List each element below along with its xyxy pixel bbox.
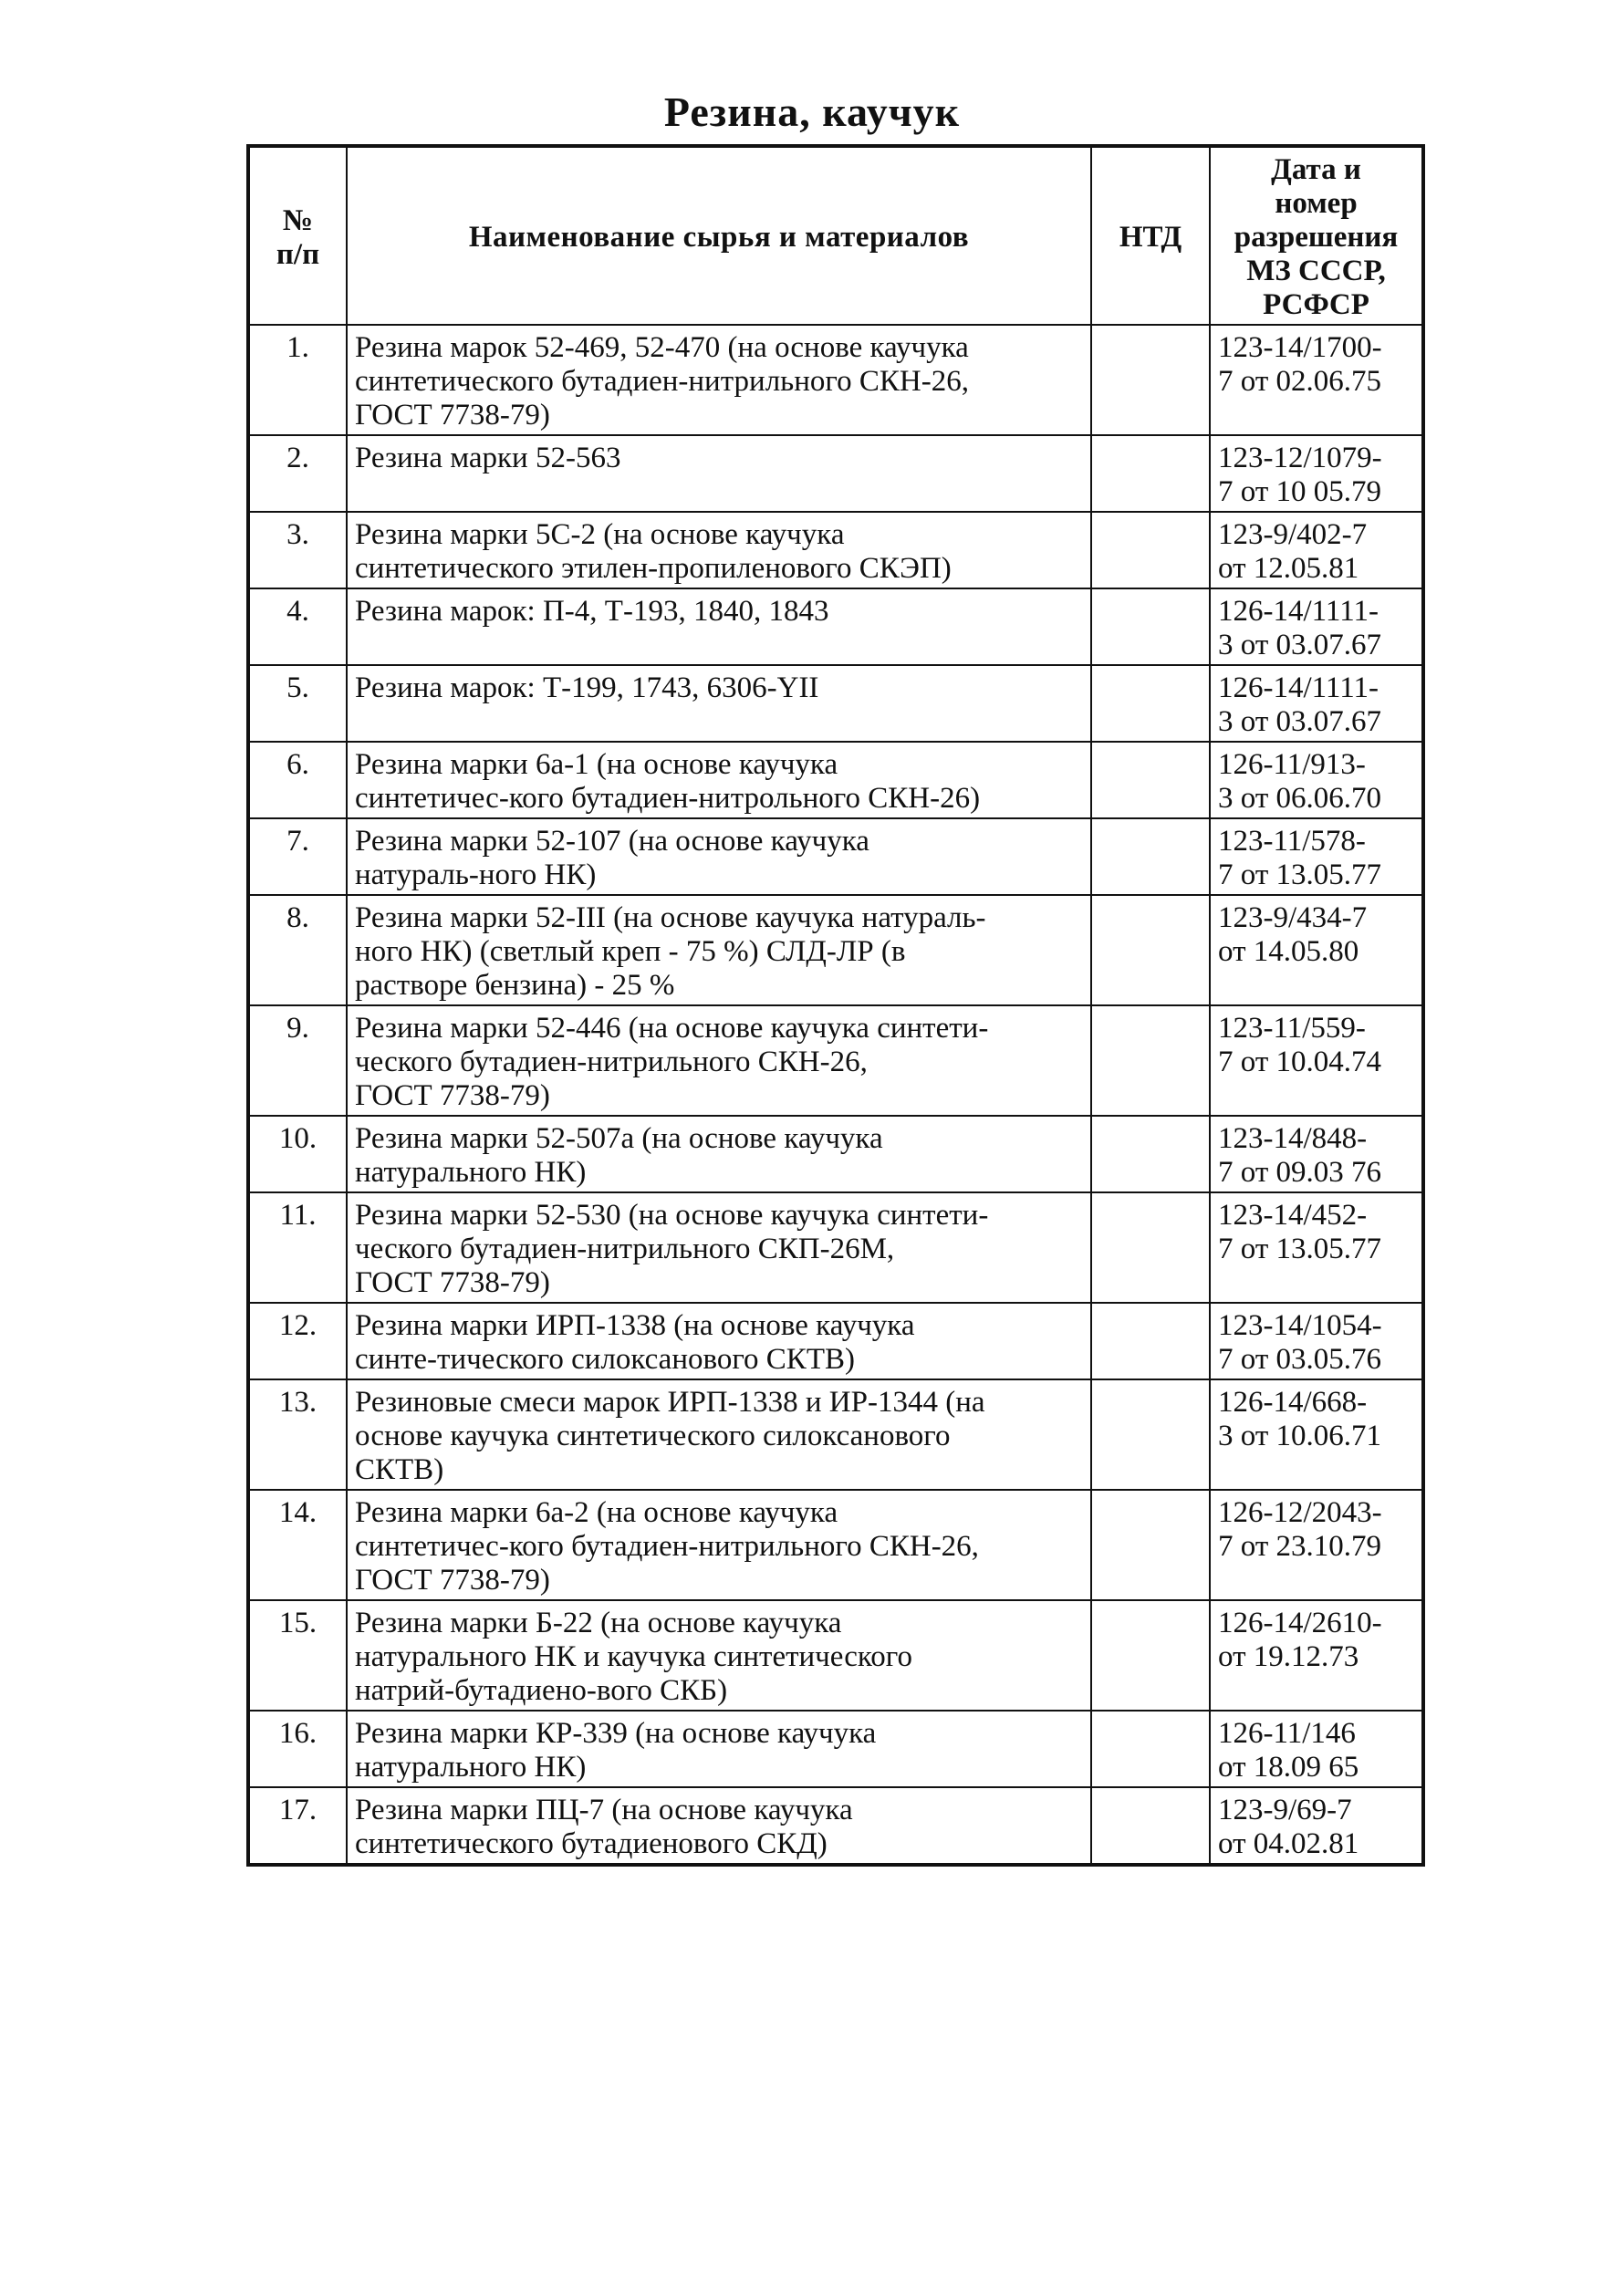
material-name-line: Резина марки 6а-2 (на основе каучука xyxy=(355,1496,838,1529)
table-row xyxy=(248,665,1423,742)
material-name-line: растворе бензина) - 25 % xyxy=(355,969,675,1002)
material-name-line: синтетического бутадиенового СКД) xyxy=(355,1827,828,1860)
permit-date-number xyxy=(1210,512,1423,588)
table-row xyxy=(248,1005,1423,1116)
row-number: 17. xyxy=(248,1787,347,1865)
ntd-cell xyxy=(1091,1005,1210,1116)
permit-date-line: 7 от 13.05.77 xyxy=(1218,1233,1381,1265)
row-number: 6. xyxy=(248,742,347,818)
ntd-cell xyxy=(1091,1303,1210,1379)
table-row xyxy=(248,435,1423,512)
permit-date-line: 7 от 02.06.75 xyxy=(1218,365,1381,398)
permit-date-line: 3 от 03.07.67 xyxy=(1218,705,1381,738)
header-date-line: номер xyxy=(1275,187,1358,220)
row-number: 15. xyxy=(248,1600,347,1711)
header-date-line: разрешения xyxy=(1234,221,1399,254)
header-date-line: МЗ СССР, xyxy=(1246,255,1386,287)
permit-date-line: 123-12/1079- xyxy=(1218,442,1382,474)
row-number: 1. xyxy=(248,325,347,435)
permit-date-line: от 19.12.73 xyxy=(1218,1640,1359,1673)
permit-date-line: 123-14/452- xyxy=(1218,1199,1368,1232)
permit-date-number xyxy=(1210,1379,1423,1490)
ntd-cell xyxy=(1091,435,1210,512)
permit-date-line: 126-14/668- xyxy=(1218,1386,1368,1419)
ntd-cell xyxy=(1091,588,1210,665)
permit-date-line: 123-14/1054- xyxy=(1218,1309,1382,1342)
permit-date-line: 123-11/559- xyxy=(1218,1012,1366,1045)
permit-date-line: 123-9/434-7 xyxy=(1218,901,1368,934)
material-name-line: Резина марки 5С-2 (на основе каучука xyxy=(355,518,845,551)
permit-date-line: от 04.02.81 xyxy=(1218,1827,1359,1860)
material-name xyxy=(347,818,1091,895)
table-row xyxy=(248,818,1423,895)
permit-date-line: 3 от 06.06.70 xyxy=(1218,782,1381,815)
header-permit-date xyxy=(1210,146,1423,325)
ntd-cell xyxy=(1091,665,1210,742)
material-name-line: Резиновые смеси марок ИРП-1338 и ИР-1344 (на xyxy=(355,1386,985,1419)
header-number-line: № xyxy=(282,203,314,237)
material-name-line: натурального НК) xyxy=(355,1156,587,1189)
material-name-line: основе каучука синтетического силоксанового xyxy=(355,1420,951,1452)
material-name-line: ГОСТ 7738-79) xyxy=(355,1079,550,1112)
permit-date-line: 126-11/913- xyxy=(1218,748,1366,781)
page-title: Резина, каучук xyxy=(663,88,961,135)
permit-date-line: 7 от 13.05.77 xyxy=(1218,858,1381,891)
material-name xyxy=(347,1116,1091,1192)
permit-date-line: 126-14/2610- xyxy=(1218,1607,1382,1639)
material-name-line: ГОСТ 7738-79) xyxy=(355,1564,550,1597)
permit-date-line: 7 от 03.05.76 xyxy=(1218,1343,1381,1376)
material-name-line: Резина марки 52-507а (на основе каучука xyxy=(355,1122,883,1155)
permit-date-line: 126-12/2043- xyxy=(1218,1496,1382,1529)
material-name xyxy=(347,1711,1091,1787)
table-row xyxy=(248,1379,1423,1490)
permit-date-number xyxy=(1210,665,1423,742)
ntd-cell xyxy=(1091,895,1210,1005)
permit-date-number xyxy=(1210,1005,1423,1116)
table-header-row xyxy=(248,146,1423,325)
row-number: 10. xyxy=(248,1116,347,1192)
material-name-line: Резина марок: П-4, Т-193, 1840, 1843 xyxy=(355,595,829,628)
row-number: 11. xyxy=(248,1192,347,1303)
permit-date-number xyxy=(1210,818,1423,895)
table-row xyxy=(248,325,1423,435)
ntd-cell xyxy=(1091,1192,1210,1303)
material-name-line: Резина марки 52-530 (на основе каучука синтети- xyxy=(355,1199,989,1232)
table-row xyxy=(248,1192,1423,1303)
table-row xyxy=(248,1116,1423,1192)
material-name-line: Резина марки Б-22 (на основе каучука xyxy=(355,1607,842,1639)
permit-date-number xyxy=(1210,1116,1423,1192)
table-body xyxy=(248,325,1423,1865)
row-number: 5. xyxy=(248,665,347,742)
ntd-cell xyxy=(1091,1379,1210,1490)
permit-date-line: 126-14/1111- xyxy=(1218,671,1379,704)
header-number xyxy=(248,146,347,325)
permit-date-line: от 12.05.81 xyxy=(1218,552,1359,585)
table-row xyxy=(248,1787,1423,1865)
table-row xyxy=(248,1490,1423,1600)
header-date-line: РСФСР xyxy=(1263,288,1369,321)
material-name xyxy=(347,588,1091,665)
material-name-line: Резина марки 52-III (на основе каучука натураль- xyxy=(355,901,986,934)
permit-date-line: 123-11/578- xyxy=(1218,825,1366,858)
permit-date-number xyxy=(1210,1303,1423,1379)
permit-date-line: 7 от 23.10.79 xyxy=(1218,1530,1381,1563)
material-name-line: Резина марки 52-563 xyxy=(355,442,621,474)
permit-date-number xyxy=(1210,435,1423,512)
header-material-name: Наименование сырья и материалов xyxy=(347,146,1091,325)
material-name-line: Резина марок 52-469, 52-470 (на основе каучука xyxy=(355,331,969,364)
permit-date-line: 126-11/146 xyxy=(1218,1717,1356,1750)
material-name xyxy=(347,1005,1091,1116)
material-name-line: СКТВ) xyxy=(355,1453,444,1486)
material-name-line: Резина марки ИРП-1338 (на основе каучука xyxy=(355,1309,915,1342)
material-name-line: натрий-бутадиено-вого СКБ) xyxy=(355,1674,728,1707)
material-name-line: ческого бутадиен-нитрильного СКП-26М, xyxy=(355,1233,895,1265)
material-name-line: синтетического бутадиен-нитрильного СКН-26, xyxy=(355,365,969,398)
ntd-cell xyxy=(1091,325,1210,435)
row-number: 4. xyxy=(248,588,347,665)
material-name-line: натураль-ного НК) xyxy=(355,858,597,891)
ntd-cell xyxy=(1091,1490,1210,1600)
material-name xyxy=(347,1192,1091,1303)
materials-table xyxy=(246,144,1425,1867)
material-name-line: натурального НК) xyxy=(355,1751,587,1784)
material-name xyxy=(347,1379,1091,1490)
material-name-line: ГОСТ 7738-79) xyxy=(355,399,550,432)
material-name-line: ГОСТ 7738-79) xyxy=(355,1266,550,1299)
permit-date-line: 123-9/69-7 xyxy=(1218,1794,1352,1826)
row-number: 16. xyxy=(248,1711,347,1787)
material-name-line: натурального НК и каучука синтетического xyxy=(355,1640,912,1673)
material-name-line: синтетичес-кого бутадиен-нитрольного СКН-26) xyxy=(355,782,981,815)
material-name xyxy=(347,665,1091,742)
material-name-line: Резина марки 52-107 (на основе каучука xyxy=(355,825,869,858)
permit-date-number xyxy=(1210,325,1423,435)
ntd-cell xyxy=(1091,1711,1210,1787)
material-name xyxy=(347,1600,1091,1711)
ntd-cell xyxy=(1091,1600,1210,1711)
row-number: 7. xyxy=(248,818,347,895)
permit-date-line: 126-14/1111- xyxy=(1218,595,1379,628)
permit-date-line: 7 от 10.04.74 xyxy=(1218,1046,1381,1078)
ntd-cell xyxy=(1091,1787,1210,1865)
permit-date-line: 3 от 03.07.67 xyxy=(1218,629,1381,661)
permit-date-number xyxy=(1210,1711,1423,1787)
table-row xyxy=(248,588,1423,665)
table-row xyxy=(248,895,1423,1005)
table-row xyxy=(248,1303,1423,1379)
material-name-line: синтетического этилен-пропиленового СКЭП) xyxy=(355,552,952,585)
table-row xyxy=(248,1711,1423,1787)
table-row xyxy=(248,512,1423,588)
permit-date-line: 123-14/848- xyxy=(1218,1122,1368,1155)
permit-date-line: 7 от 10 05.79 xyxy=(1218,475,1381,508)
permit-date-line: 123-9/402-7 xyxy=(1218,518,1368,551)
permit-date-line: от 18.09 65 xyxy=(1218,1751,1359,1784)
material-name xyxy=(347,435,1091,512)
row-number: 13. xyxy=(248,1379,347,1490)
material-name-line: ного НК) (светлый креп - 75 %) СЛД-ЛР (в xyxy=(355,935,906,968)
material-name xyxy=(347,1303,1091,1379)
material-name-line: синте-тического силоксанового СКТВ) xyxy=(355,1343,855,1376)
header-number-line: п/п xyxy=(276,237,320,271)
material-name xyxy=(347,742,1091,818)
material-name xyxy=(347,895,1091,1005)
material-name-line: Резина марки 52-446 (на основе каучука синтети- xyxy=(355,1012,989,1045)
permit-date-line: 123-14/1700- xyxy=(1218,331,1382,364)
material-name xyxy=(347,512,1091,588)
row-number: 2. xyxy=(248,435,347,512)
permit-date-number xyxy=(1210,895,1423,1005)
permit-date-number xyxy=(1210,1787,1423,1865)
row-number: 9. xyxy=(248,1005,347,1116)
material-name-line: Резина марки ПЦ-7 (на основе каучука xyxy=(355,1794,853,1826)
material-name xyxy=(347,325,1091,435)
header-date-line: Дата и xyxy=(1271,153,1361,186)
ntd-cell xyxy=(1091,742,1210,818)
permit-date-number xyxy=(1210,742,1423,818)
permit-date-line: 7 от 09.03 76 xyxy=(1218,1156,1381,1189)
ntd-cell xyxy=(1091,1116,1210,1192)
header-ntd: НТД xyxy=(1091,146,1210,325)
ntd-cell xyxy=(1091,512,1210,588)
material-name-line: Резина марки 6а-1 (на основе каучука xyxy=(355,748,838,781)
permit-date-number xyxy=(1210,1490,1423,1600)
material-name-line: Резина марок: Т-199, 1743, 6306-YII xyxy=(355,671,819,704)
row-number: 12. xyxy=(248,1303,347,1379)
permit-date-number xyxy=(1210,588,1423,665)
row-number: 3. xyxy=(248,512,347,588)
row-number: 14. xyxy=(248,1490,347,1600)
material-name xyxy=(347,1490,1091,1600)
material-name-line: ческого бутадиен-нитрильного СКН-26, xyxy=(355,1046,868,1078)
table-row xyxy=(248,1600,1423,1711)
material-name-line: синтетичес-кого бутадиен-нитрильного СКН-26, xyxy=(355,1530,979,1563)
material-name xyxy=(347,1787,1091,1865)
table-row xyxy=(248,742,1423,818)
ntd-cell xyxy=(1091,818,1210,895)
permit-date-line: 3 от 10.06.71 xyxy=(1218,1420,1381,1452)
permit-date-line: от 14.05.80 xyxy=(1218,935,1359,968)
material-name-line: Резина марки КР-339 (на основе каучука xyxy=(355,1717,877,1750)
row-number: 8. xyxy=(248,895,347,1005)
permit-date-number xyxy=(1210,1600,1423,1711)
permit-date-number xyxy=(1210,1192,1423,1303)
